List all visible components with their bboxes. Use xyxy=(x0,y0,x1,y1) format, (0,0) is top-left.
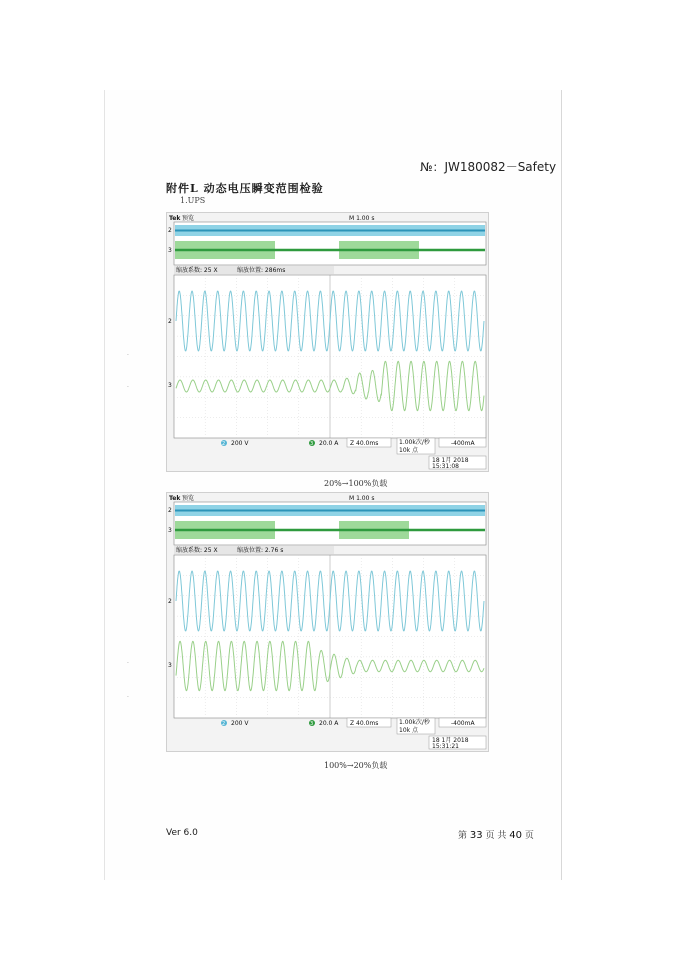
page-suffix: 页 xyxy=(524,831,534,841)
zoom-factor: 缩放系数: 25 X xyxy=(176,267,218,274)
waveform-area xyxy=(168,275,486,438)
ch3-marker: 3 xyxy=(168,662,172,669)
zoom-position: 缩放位置: 2.76 s xyxy=(237,547,284,554)
scope-screen-2 xyxy=(167,493,488,751)
scan-speck: · xyxy=(127,352,129,359)
ch3-scale: 20.0 A xyxy=(319,720,339,727)
ch2-marker: 2 xyxy=(168,318,172,325)
page-current: 33 xyxy=(469,830,483,841)
scope-screen-1 xyxy=(167,213,488,471)
ch3-badge: 3 xyxy=(310,441,314,447)
ch2-badge: 2 xyxy=(222,441,226,447)
overview-ch3-marker: 3 xyxy=(168,247,172,254)
ch2-badge: 2 xyxy=(222,721,226,727)
scope-mode: 预览 xyxy=(182,215,195,222)
figure-caption-2: 100%→20%负载 xyxy=(324,761,388,770)
section-title: 附件L 动态电压瞬变范围检验 xyxy=(166,182,324,195)
record-length: 10k 点 xyxy=(399,727,419,734)
page-prefix: 第 xyxy=(458,831,468,841)
scope-mode: 预览 xyxy=(182,495,195,502)
ch3-badge: 3 xyxy=(310,721,314,727)
section-subtitle: 1.UPS xyxy=(180,196,206,205)
capture-date: 18 1月 2018 xyxy=(432,457,469,464)
sample-rate: 1.00k次/秒 xyxy=(399,719,430,726)
oscilloscope-capture-1 xyxy=(166,212,489,472)
zoom-timebase: Z 40.0ms xyxy=(350,440,379,447)
scan-speck: · xyxy=(127,694,129,701)
capture-time: 15:31:08 xyxy=(432,463,459,470)
version-label: Ver 6.0 xyxy=(166,828,198,838)
scope-timebase: M 1.00 s xyxy=(349,495,375,502)
trigger-level: -400mA xyxy=(451,440,475,447)
ch2-scale: 200 V xyxy=(231,720,249,727)
page-total: 40 xyxy=(509,830,522,841)
document-number: №：JW180082－Safety xyxy=(420,160,557,174)
scope-brand: Tek xyxy=(169,215,181,222)
page-middle: 页 共 xyxy=(485,831,507,841)
page-number xyxy=(458,828,534,841)
ch2-scale: 200 V xyxy=(231,440,249,447)
scan-speck: · xyxy=(127,660,129,667)
zoom-position: 缩放位置: 286ms xyxy=(237,267,286,274)
scope-timebase: M 1.00 s xyxy=(349,215,375,222)
ch3-marker: 3 xyxy=(168,382,172,389)
scan-speck: · xyxy=(127,384,129,391)
trigger-level: -400mA xyxy=(451,720,475,727)
overview-panel xyxy=(168,502,486,545)
zoom-timebase: Z 40.0ms xyxy=(350,720,379,727)
ch2-marker: 2 xyxy=(168,598,172,605)
waveform-area xyxy=(168,555,486,718)
overview-ch3-marker: 3 xyxy=(168,527,172,534)
oscilloscope-capture-2 xyxy=(166,492,489,752)
capture-time: 15:31:21 xyxy=(432,743,459,750)
ch3-scale: 20.0 A xyxy=(319,440,339,447)
scope-brand: Tek xyxy=(169,495,181,502)
capture-date: 18 1月 2018 xyxy=(432,737,469,744)
figure-caption-1: 20%→100%负载 xyxy=(324,479,388,488)
zoom-factor: 缩放系数: 25 X xyxy=(176,547,218,554)
overview-panel xyxy=(168,222,486,265)
overview-ch2-marker: 2 xyxy=(168,227,172,234)
overview-ch2-marker: 2 xyxy=(168,507,172,514)
sample-rate: 1.00k次/秒 xyxy=(399,439,430,446)
record-length: 10k 点 xyxy=(399,447,419,454)
